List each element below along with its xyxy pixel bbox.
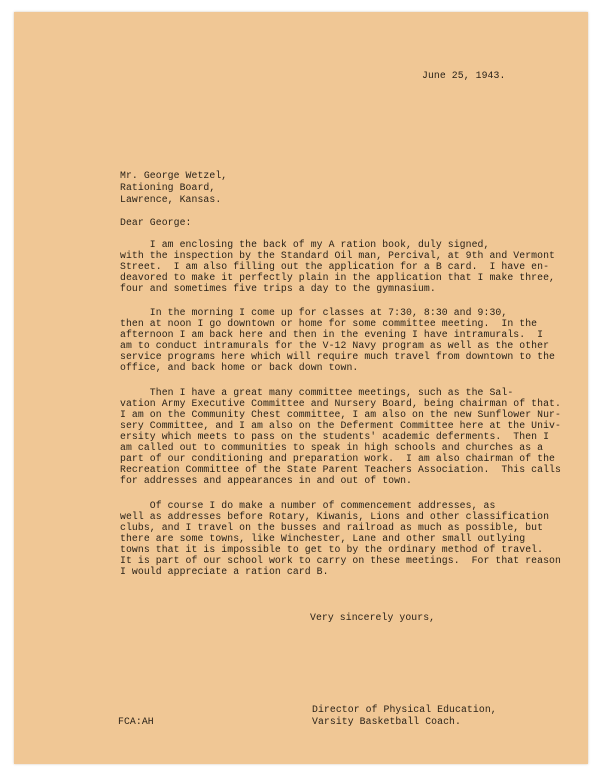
paragraph-line: deavored to make it perfectly plain in the application that I make three, [120,272,556,283]
closing: Very sincerely yours, [310,612,436,623]
paragraph-line: Of course I do make a number of commencement addresses, as [120,500,496,511]
paragraph-line: vation Army Executive Committee and Nursery Board, being chairman of that. [120,398,561,409]
paragraph-line: In the morning I come up for classes at 7:30, 8:30 and 9:30, [120,307,508,318]
paragraph-line: It is part of our school work to carry on these meetings. For that reason [120,555,561,566]
paragraph-line: service programs here which will require much travel from downtown to the [120,351,556,362]
paragraph-line: office, and back home or back down town. [120,362,359,373]
typist-initials: FCA:AH [118,716,154,727]
paragraph-line: sery Committee, and I am also on the Deferment Committee here at the Univ- [120,420,561,431]
salutation: Dear George: [120,217,192,228]
body-paragraph-4 [120,500,561,577]
paragraph-line: part of our conditioning and preparation work. I am also chairman of the [120,453,556,464]
paragraph-line: am called out to communities to speak in high schools and churches as a [120,442,544,453]
signature-title-1: Director of Physical Education, [312,704,497,715]
paragraph-line: towns that it is impossible to get to by the ordinary method of travel. [120,544,544,555]
recipient-name: Mr. George Wetzel, [120,170,228,181]
paragraph-line: am to conduct intramurals for the V-12 Navy program as well as the other [120,340,550,351]
paragraph-line: four and sometimes five trips a day to the gymnasium. [120,283,436,294]
paragraph-line: ersity which meets to pass on the students' academic deferments. Then I [120,431,550,442]
signature-title-2: Varsity Basketball Coach. [312,716,461,727]
paragraph-line: Street. I am also filling out the application for a B card. I have en- [120,261,550,272]
paragraph-line: clubs, and I travel on the busses and railroad as much as possible, but [120,522,544,533]
paragraph-line: there are some towns, like Winchester, Lane and other small outlying [120,533,526,544]
paragraph-line: well as addresses before Rotary, Kiwanis, Lions and other classification [120,511,550,522]
paragraph-line: Then I have a great many committee meetings, such as the Sal- [120,387,514,398]
body-paragraph-2 [120,307,556,373]
paragraph-line: for addresses and appearances in and out of town. [120,475,412,486]
body-paragraph-3 [120,387,561,486]
paragraph-line: afternoon I am back here and then in the evening I have intramurals. I [120,329,544,340]
paragraph-line: Recreation Committee of the State Parent Teachers Association. This calls [120,464,561,475]
paragraph-line: I am enclosing the back of my A ration book, duly signed, [120,239,490,250]
body-paragraph-1 [120,239,556,294]
letter-date: June 25, 1943. [422,70,506,81]
paragraph-line: with the inspection by the Standard Oil man, Percival, at 9th and Vermont [120,250,556,261]
paragraph-line: I am on the Community Chest committee, I am also on the new Sunflower Nur- [120,409,561,420]
recipient-org: Rationing Board, [120,182,216,193]
paragraph-line: then at noon I go downtown or home for some committee meeting. In the [120,318,538,329]
recipient-city: Lawrence, Kansas. [120,194,222,205]
paragraph-line: I would appreciate a ration card B. [120,566,329,577]
